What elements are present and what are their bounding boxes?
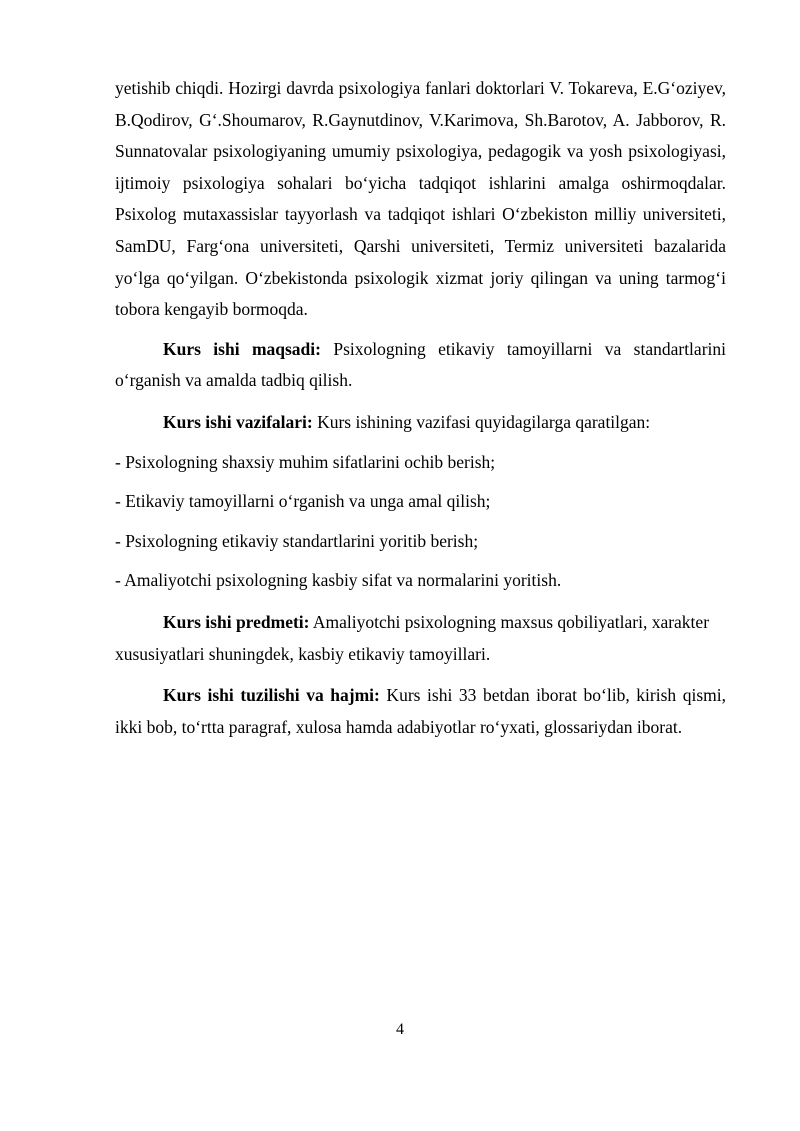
goal-label: Kurs ishi maqsadi:: [163, 338, 321, 359]
tasks-text: Kurs ishining vazifasi quyidagilarga qaratilgan:: [312, 411, 651, 432]
task-item: - Psixologning shaxsiy muhim sifatlarini ochib berish;: [115, 451, 496, 472]
subject-text: Amaliyotchi psixologning maxsus qobiliyatlari, xarakter xususiyatlari shuningdek, kasbiy etikaviy tamoyillari.: [115, 611, 710, 664]
structure-paragraph: [115, 680, 726, 743]
intro-paragraph: yetishib chiqdi. Hozirgi davrda psixologiya fanlari doktorlari V. Tokareva, E.G‘oziyev, B.Qodirov, G‘.Shoumarov, R.Gaynutdinov, V.Karimova, Sh.Barotov, A. Jabborov, R. Sunnatovalar psixologiyaning umumiy psixologiya, pedagogik va yosh psixologiyasi, ijtimoiy psixologiya sohalari bo‘yicha tadqiqot ishlarini amalga oshirmoqdalar. Psixolog mutaxassislar tayyorlash va tadqiqot ishlari O‘zbekiston milliy universiteti, SamDU, Farg‘ona universiteti, Qarshi universiteti, Termiz universiteti bazalarida yo‘lga qo‘yilgan. O‘zbekistonda psixologik xizmat joriy qilingan va uning tarmog‘i tobora kengayib bormoqda.: [115, 78, 726, 320]
task-item: - Psixologning etikaviy standartlarini yoritib berish;: [115, 530, 479, 551]
page-body: [115, 73, 726, 743]
goal-text: Psixologning etikaviy tamoyillarni va standartlarini o‘rganish va amalda tadbiq qilish.: [115, 338, 726, 391]
subject-label: Kurs ishi predmeti:: [163, 611, 310, 632]
tasks-paragraph: [115, 407, 726, 439]
goal-paragraph: [115, 334, 726, 397]
structure-text: Kurs ishi 33 betdan iborat bo‘lib, kirish qismi, ikki bob, to‘rtta paragraf, xulosa hamda adabiyotlar ro‘yxati, glossariydan iborat.: [115, 685, 726, 737]
task-item: - Amaliyotchi psixologning kasbiy sifat va normalarini yoritish.: [115, 570, 562, 591]
subject-paragraph: [115, 607, 726, 670]
page-number: 4: [396, 1021, 404, 1038]
structure-label: Kurs ishi tuzilishi va hajmi:: [163, 685, 380, 706]
task-item: - Etikaviy tamoyillarni o‘rganish va unga amal qilish;: [115, 491, 491, 512]
tasks-label: Kurs ishi vazifalari:: [163, 411, 313, 432]
